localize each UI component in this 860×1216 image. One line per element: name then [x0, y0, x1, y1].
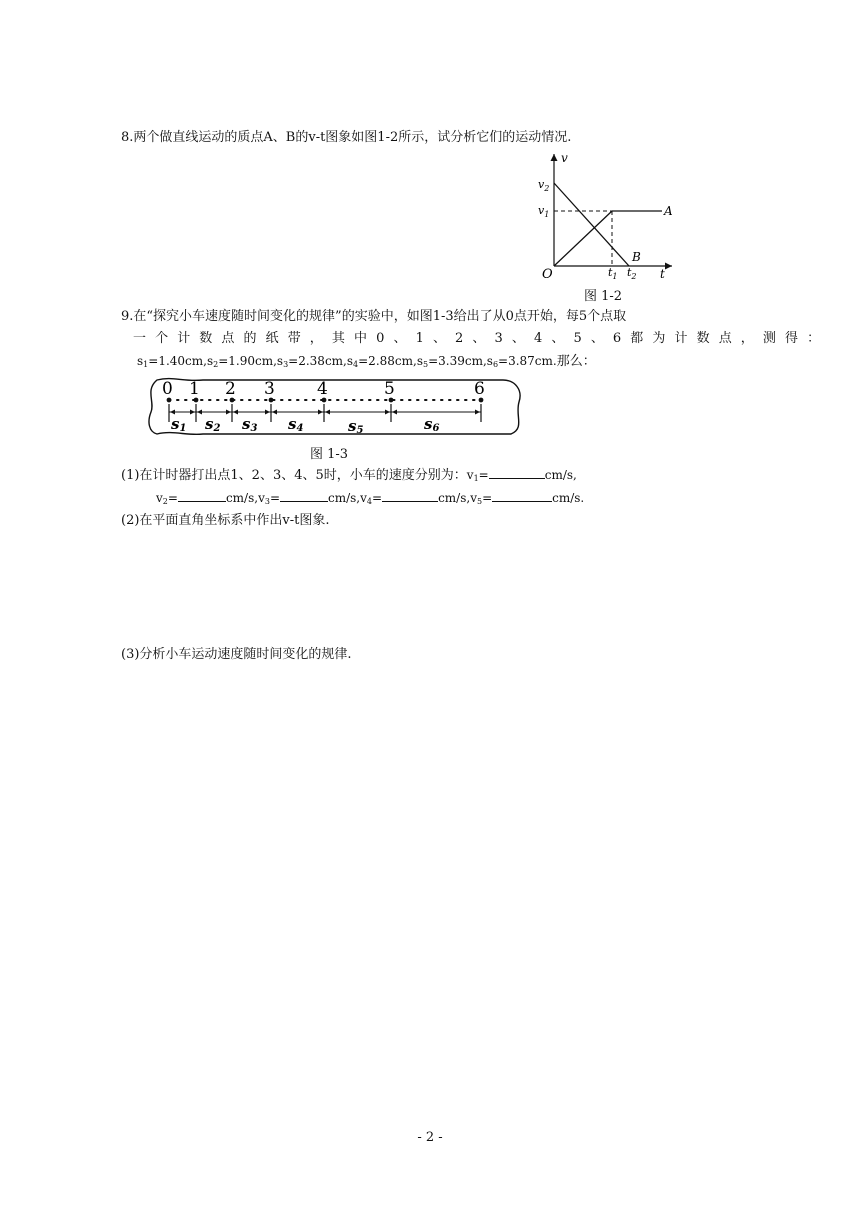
- point-label-5: 5: [384, 379, 395, 399]
- segment-label-s2: s2: [205, 415, 221, 434]
- v-axis-label: v: [561, 151, 568, 165]
- measurement-s4: $s_4=2.88cm$,: [346, 354, 417, 369]
- measurement-s5: $s_5=3.39cm$,: [416, 354, 487, 369]
- t1-label: $t_1$: [608, 266, 618, 280]
- segment-ticks: [169, 404, 481, 422]
- figure-1-2-vt-graph: [530, 148, 680, 280]
- sub-question-1-line-1: [121, 466, 577, 488]
- segment-label-s3: s3: [242, 415, 258, 434]
- v2-answer-blank[interactable]: [178, 489, 226, 502]
- page-number: - 2 -: [417, 1130, 443, 1145]
- segment-label-s1: s1: [171, 415, 187, 434]
- point-label-4: 4: [317, 379, 328, 399]
- line-a-label: A: [664, 204, 673, 218]
- segment-label-s5: s5: [348, 417, 364, 436]
- point-label-2: 2: [225, 379, 236, 399]
- question-8-text: 8.两个做直线运动的质点A、B的v-t图象如图1-2所示，试分析它们的运动情况.: [121, 130, 572, 145]
- v1-answer-blank[interactable]: [489, 466, 545, 479]
- figure-1-3-paper-tape: [143, 372, 529, 440]
- v1-label: $v_1$: [538, 204, 550, 219]
- t-axis-label: t: [660, 267, 665, 280]
- sub-question-3-text: (3)分析小车运动速度随时间变化的规律.: [121, 647, 352, 662]
- v2-label: $v_2$: [538, 178, 550, 193]
- v3-expression: $v_3= cm/s$,: [258, 491, 361, 506]
- point-label-0: 0: [162, 379, 173, 399]
- point-label-1: 1: [189, 379, 200, 399]
- v5-answer-blank[interactable]: [492, 489, 552, 502]
- measurement-s1: $s_1=1.40cm$,: [137, 354, 207, 369]
- line-b-label: B: [632, 250, 641, 264]
- point-label-3: 3: [264, 379, 275, 399]
- figure-1-3-caption: 图 1-3: [310, 447, 349, 462]
- v5-expression: $v_5= cm/s$.: [470, 491, 585, 506]
- measurement-s2: $s_2=1.90cm$,: [206, 354, 277, 369]
- origin-label: O: [542, 267, 553, 280]
- sub-question-2-text: (2)在平面直角坐标系中作出v-t图象.: [121, 513, 330, 528]
- question-9-line-2: 一个计数点的纸带，其中0、1、2、3、4、5、6都为计数点，测得：: [133, 331, 830, 346]
- question-9-line-1: 9.在“探究小车速度随时间变化的规律”的实验中，如图1-3给出了从0点开始，每5个点取: [121, 309, 627, 324]
- segment-label-s6: s6: [424, 415, 440, 434]
- sub-question-1-prefix: (1)在计时器打出点1、2、3、4、5时，小车的速度分别为：: [121, 468, 467, 483]
- v1-expression: $v_1= cm/s$,: [466, 468, 577, 483]
- segment-labels: [171, 415, 439, 436]
- sub-question-1-line-2: [156, 489, 584, 511]
- v4-expression: $v_4= cm/s$,: [360, 491, 471, 506]
- question-9-measurements: $s_1=1.40cm,s_2=1.90cm,s_3=2.38cm,s_4=2.88cm,s_5=3.39cm,s_6=3.87cm$.那么：: [137, 354, 596, 369]
- point-label-6: 6: [474, 379, 485, 399]
- line-b: [554, 183, 629, 266]
- point-labels: [162, 379, 485, 399]
- measurement-s6: $s_6=3.87cm$.: [486, 354, 557, 369]
- v4-answer-blank[interactable]: [382, 489, 438, 502]
- t2-label: $t_2$: [627, 266, 637, 280]
- v3-answer-blank[interactable]: [280, 489, 328, 502]
- measurement-s3: $s_3=2.38cm$,: [276, 354, 347, 369]
- v2-expression: $v_2= cm/s$,: [156, 491, 259, 506]
- figure-1-2-caption: 图 1-2: [584, 289, 623, 304]
- segment-label-s4: s4: [288, 415, 304, 434]
